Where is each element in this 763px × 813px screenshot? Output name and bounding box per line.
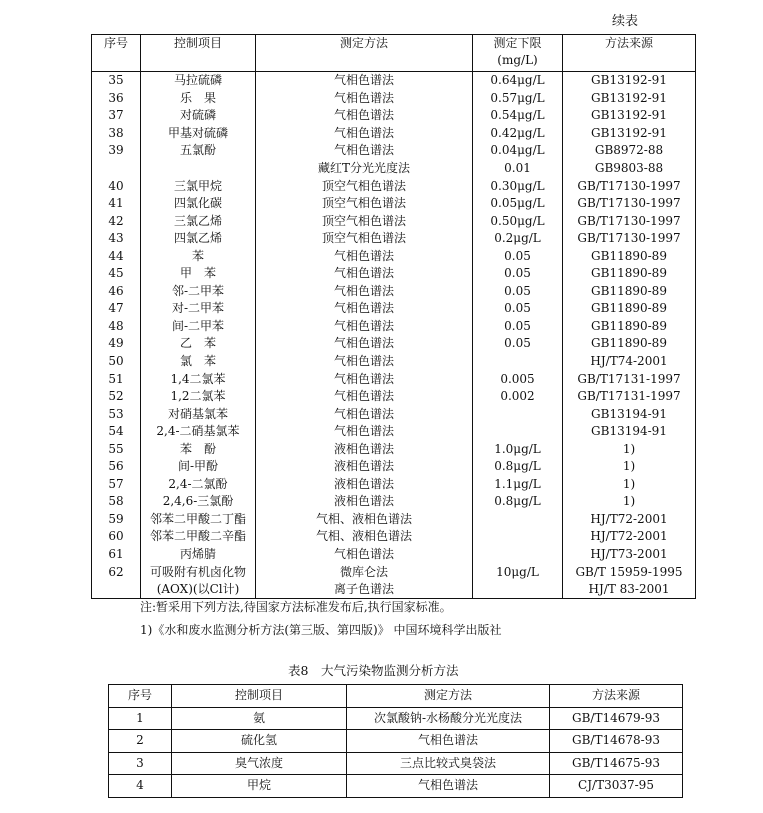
cell-limit: 0.30μg/L xyxy=(473,177,563,195)
cell-limit: 0.05 xyxy=(473,335,563,353)
cell-method: 气相色谱法 xyxy=(256,546,473,564)
cell-source: HJ/T74-2001 xyxy=(563,353,696,371)
table-row xyxy=(92,493,696,511)
cell-no: 44 xyxy=(92,247,141,265)
cell-no: 59 xyxy=(92,511,141,529)
cell-no xyxy=(92,581,141,599)
cell-item: 乐 果 xyxy=(141,90,256,108)
cell-item: 可吸附有机卤化物 xyxy=(141,563,256,581)
cell-item: 2,4-二硝基氯苯 xyxy=(141,423,256,441)
cell-item: 氨 xyxy=(172,707,347,730)
table-row xyxy=(92,107,696,125)
cell-limit xyxy=(473,511,563,529)
cell-source: GB13192-91 xyxy=(563,107,696,125)
table-row xyxy=(92,546,696,564)
cell-item: 甲基对硫磷 xyxy=(141,125,256,143)
cell-no: 55 xyxy=(92,440,141,458)
table-row xyxy=(92,212,696,230)
cell-no: 2 xyxy=(109,730,172,753)
cell-source: GB11890-89 xyxy=(563,247,696,265)
table-row xyxy=(92,458,696,476)
cell-source: GB/T17131-1997 xyxy=(563,388,696,406)
cell-item: 乙 苯 xyxy=(141,335,256,353)
cell-no: 41 xyxy=(92,195,141,213)
cell-method: 气相色谱法 xyxy=(256,265,473,283)
cell-item xyxy=(141,160,256,178)
cell-source: GB/T14678-93 xyxy=(550,730,683,753)
cell-no: 48 xyxy=(92,318,141,336)
cell-no: 52 xyxy=(92,388,141,406)
table-row xyxy=(92,335,696,353)
table8-header-no: 序号 xyxy=(109,685,172,708)
cell-method: 气相、液相色谱法 xyxy=(256,511,473,529)
table-row xyxy=(92,423,696,441)
cell-method: 液相色谱法 xyxy=(256,440,473,458)
cell-no: 1 xyxy=(109,707,172,730)
continued-label: 续表 xyxy=(612,14,639,29)
cell-item: 邻苯二甲酸二丁酯 xyxy=(141,511,256,529)
cell-source: HJ/T72-2001 xyxy=(563,528,696,546)
cell-no: 37 xyxy=(92,107,141,125)
header-method: 测定方法 xyxy=(256,35,473,72)
cell-item: 丙烯腈 xyxy=(141,546,256,564)
cell-no: 50 xyxy=(92,353,141,371)
table8-row xyxy=(109,707,683,730)
cell-method: 液相色谱法 xyxy=(256,493,473,511)
cell-no: 54 xyxy=(92,423,141,441)
cell-no: 56 xyxy=(92,458,141,476)
table-row xyxy=(92,581,696,599)
cell-source: GB13192-91 xyxy=(563,90,696,108)
cell-source: HJ/T73-2001 xyxy=(563,546,696,564)
cell-limit: 0.05 xyxy=(473,318,563,336)
cell-no: 40 xyxy=(92,177,141,195)
table-row xyxy=(92,177,696,195)
cell-method: 离子色谱法 xyxy=(256,581,473,599)
cell-method: 气相色谱法 xyxy=(256,72,473,90)
cell-limit xyxy=(473,546,563,564)
cell-method: 气相色谱法 xyxy=(256,300,473,318)
table-row xyxy=(92,230,696,248)
header-limit-line2: (mg/L) xyxy=(497,53,538,67)
cell-limit xyxy=(473,423,563,441)
cell-item: 五氯酚 xyxy=(141,142,256,160)
cell-item: 对硫磷 xyxy=(141,107,256,125)
cell-source: GB/T14679-93 xyxy=(550,707,683,730)
cell-method: 微库仑法 xyxy=(256,563,473,581)
cell-no: 42 xyxy=(92,212,141,230)
cell-source: GB13194-91 xyxy=(563,405,696,423)
cell-method: 气相色谱法 xyxy=(256,423,473,441)
cell-method: 气相色谱法 xyxy=(256,405,473,423)
cell-source: GB/T17130-1997 xyxy=(563,195,696,213)
header-no: 序号 xyxy=(92,35,141,72)
cell-limit: 0.54μg/L xyxy=(473,107,563,125)
cell-limit xyxy=(473,581,563,599)
cell-method: 藏红T分光光度法 xyxy=(256,160,473,178)
cell-limit: 0.05 xyxy=(473,300,563,318)
cell-source: 1) xyxy=(563,458,696,476)
cell-limit xyxy=(473,405,563,423)
cell-source: GB/T17130-1997 xyxy=(563,230,696,248)
table-row xyxy=(92,283,696,301)
cell-source: 1) xyxy=(563,476,696,494)
note-line-1: 注:暂采用下列方法,待国家方法标准发布后,执行国家标准。 xyxy=(140,600,452,614)
cell-method: 顶空气相色谱法 xyxy=(256,230,473,248)
cell-method: 气相色谱法 xyxy=(347,775,550,798)
cell-limit: 10μg/L xyxy=(473,563,563,581)
cell-no: 53 xyxy=(92,405,141,423)
cell-item: 三氯甲烷 xyxy=(141,177,256,195)
cell-item: 2,4-二氯酚 xyxy=(141,476,256,494)
cell-no: 43 xyxy=(92,230,141,248)
cell-no: 61 xyxy=(92,546,141,564)
cell-source: 1) xyxy=(563,440,696,458)
cell-method: 液相色谱法 xyxy=(256,476,473,494)
table-row xyxy=(92,388,696,406)
cell-no: 38 xyxy=(92,125,141,143)
note-line-2: 1)《水和废水监测分析方法(第三版、第四版)》 中国环境科学出版社 xyxy=(140,623,502,637)
table-row xyxy=(92,195,696,213)
cell-source: HJ/T72-2001 xyxy=(563,511,696,529)
cell-item: 邻-二甲苯 xyxy=(141,283,256,301)
cell-limit: 0.05μg/L xyxy=(473,195,563,213)
cell-no: 49 xyxy=(92,335,141,353)
header-source: 方法来源 xyxy=(563,35,696,72)
cell-limit: 0.002 xyxy=(473,388,563,406)
cell-source: 1) xyxy=(563,493,696,511)
cell-method: 气相色谱法 xyxy=(256,90,473,108)
cell-no: 3 xyxy=(109,752,172,775)
header-limit xyxy=(473,35,563,72)
cell-method: 气相色谱法 xyxy=(347,730,550,753)
cell-method: 气相色谱法 xyxy=(256,370,473,388)
cell-no: 58 xyxy=(92,493,141,511)
table-row xyxy=(92,142,696,160)
cell-item: 三氯乙烯 xyxy=(141,212,256,230)
cell-method: 气相、液相色谱法 xyxy=(256,528,473,546)
cell-no: 36 xyxy=(92,90,141,108)
cell-method: 气相色谱法 xyxy=(256,107,473,125)
cell-limit: 0.05 xyxy=(473,283,563,301)
cell-item: (AOX)(以Cl计) xyxy=(141,581,256,599)
cell-no: 35 xyxy=(92,72,141,90)
table-row xyxy=(92,300,696,318)
cell-item: 臭气浓度 xyxy=(172,752,347,775)
cell-limit: 0.05 xyxy=(473,247,563,265)
cell-limit: 0.57μg/L xyxy=(473,90,563,108)
cell-source: GB11890-89 xyxy=(563,265,696,283)
cell-item: 1,2二氯苯 xyxy=(141,388,256,406)
table-row xyxy=(92,247,696,265)
cell-item: 甲 苯 xyxy=(141,265,256,283)
cell-method: 气相色谱法 xyxy=(256,353,473,371)
cell-method: 气相色谱法 xyxy=(256,283,473,301)
cell-no: 46 xyxy=(92,283,141,301)
cell-no: 57 xyxy=(92,476,141,494)
cell-method: 次氯酸钠-水杨酸分光光度法 xyxy=(347,707,550,730)
water-methods-table xyxy=(91,34,696,599)
table8-title: 表8 大气污染物监测分析方法 xyxy=(288,663,459,678)
cell-source: GB11890-89 xyxy=(563,318,696,336)
cell-no: 60 xyxy=(92,528,141,546)
table-row xyxy=(92,125,696,143)
cell-limit xyxy=(473,528,563,546)
cell-source: HJ/T 83-2001 xyxy=(563,581,696,599)
cell-source: GB/T17131-1997 xyxy=(563,370,696,388)
cell-method: 气相色谱法 xyxy=(256,388,473,406)
cell-source: GB/T14675-93 xyxy=(550,752,683,775)
table8-row xyxy=(109,730,683,753)
cell-no: 47 xyxy=(92,300,141,318)
air-methods-table xyxy=(108,684,683,798)
cell-no: 51 xyxy=(92,370,141,388)
cell-item: 苯 xyxy=(141,247,256,265)
table-row xyxy=(92,405,696,423)
cell-limit: 0.05 xyxy=(473,265,563,283)
header-item: 控制项目 xyxy=(141,35,256,72)
cell-limit: 0.005 xyxy=(473,370,563,388)
table-row xyxy=(92,511,696,529)
cell-method: 气相色谱法 xyxy=(256,247,473,265)
cell-item: 1,4二氯苯 xyxy=(141,370,256,388)
cell-item: 四氯乙烯 xyxy=(141,230,256,248)
cell-item: 间-二甲苯 xyxy=(141,318,256,336)
cell-source: GB11890-89 xyxy=(563,300,696,318)
table8-header-method: 测定方法 xyxy=(347,685,550,708)
cell-no: 39 xyxy=(92,142,141,160)
cell-method: 顶空气相色谱法 xyxy=(256,195,473,213)
cell-method: 气相色谱法 xyxy=(256,335,473,353)
cell-item: 对-二甲苯 xyxy=(141,300,256,318)
cell-no: 4 xyxy=(109,775,172,798)
cell-method: 气相色谱法 xyxy=(256,318,473,336)
cell-limit: 1.0μg/L xyxy=(473,440,563,458)
table-row xyxy=(92,318,696,336)
table-row xyxy=(92,265,696,283)
cell-method: 顶空气相色谱法 xyxy=(256,212,473,230)
cell-limit: 0.04μg/L xyxy=(473,142,563,160)
cell-method: 气相色谱法 xyxy=(256,142,473,160)
table8-row xyxy=(109,775,683,798)
cell-item: 硫化氢 xyxy=(172,730,347,753)
table8-header-source: 方法来源 xyxy=(550,685,683,708)
cell-limit xyxy=(473,353,563,371)
cell-limit: 0.8μg/L xyxy=(473,493,563,511)
cell-source: GB11890-89 xyxy=(563,283,696,301)
cell-item: 甲烷 xyxy=(172,775,347,798)
cell-limit: 1.1μg/L xyxy=(473,476,563,494)
cell-source: GB13194-91 xyxy=(563,423,696,441)
cell-item: 间-甲酚 xyxy=(141,458,256,476)
cell-item: 对硝基氯苯 xyxy=(141,405,256,423)
cell-source: GB/T 15959-1995 xyxy=(563,563,696,581)
cell-source: GB13192-91 xyxy=(563,125,696,143)
cell-item: 马拉硫磷 xyxy=(141,72,256,90)
cell-item: 氯 苯 xyxy=(141,353,256,371)
cell-limit: 0.64μg/L xyxy=(473,72,563,90)
table-row xyxy=(92,476,696,494)
cell-no: 45 xyxy=(92,265,141,283)
cell-source: GB/T17130-1997 xyxy=(563,177,696,195)
cell-limit: 0.01 xyxy=(473,160,563,178)
table8-row xyxy=(109,752,683,775)
table-row xyxy=(92,370,696,388)
cell-method: 气相色谱法 xyxy=(256,125,473,143)
cell-limit: 0.8μg/L xyxy=(473,458,563,476)
cell-no: 62 xyxy=(92,563,141,581)
cell-item: 苯 酚 xyxy=(141,440,256,458)
table8-header-row xyxy=(109,685,683,708)
cell-item: 2,4,6-三氯酚 xyxy=(141,493,256,511)
table-row xyxy=(92,353,696,371)
cell-source: GB/T17130-1997 xyxy=(563,212,696,230)
cell-limit: 0.2μg/L xyxy=(473,230,563,248)
cell-method: 液相色谱法 xyxy=(256,458,473,476)
table-header-row xyxy=(92,35,696,72)
cell-no xyxy=(92,160,141,178)
table-row xyxy=(92,563,696,581)
table-row xyxy=(92,528,696,546)
cell-source: GB8972-88 xyxy=(563,142,696,160)
cell-item: 四氯化碳 xyxy=(141,195,256,213)
cell-source: GB9803-88 xyxy=(563,160,696,178)
table-row xyxy=(92,160,696,178)
table-row xyxy=(92,440,696,458)
table-row xyxy=(92,90,696,108)
cell-limit: 0.42μg/L xyxy=(473,125,563,143)
table-row xyxy=(92,72,696,90)
cell-limit: 0.50μg/L xyxy=(473,212,563,230)
cell-source: GB11890-89 xyxy=(563,335,696,353)
cell-source: GB13192-91 xyxy=(563,72,696,90)
cell-source: CJ/T3037-95 xyxy=(550,775,683,798)
cell-method: 顶空气相色谱法 xyxy=(256,177,473,195)
header-limit-line1: 测定下限 xyxy=(493,36,542,50)
cell-item: 邻苯二甲酸二辛酯 xyxy=(141,528,256,546)
cell-method: 三点比较式臭袋法 xyxy=(347,752,550,775)
table8-header-item: 控制项目 xyxy=(172,685,347,708)
